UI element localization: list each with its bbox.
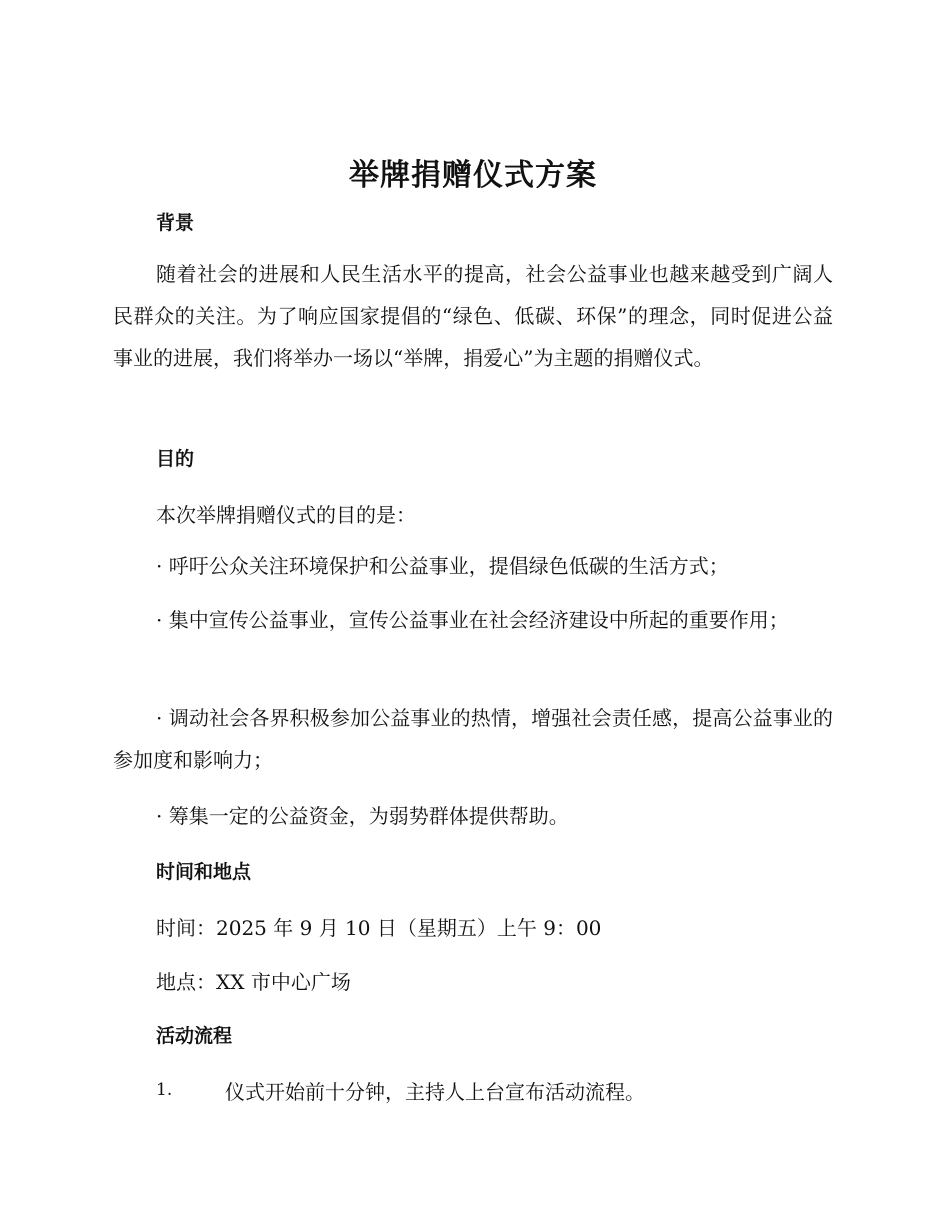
section-heading-time-place: 时间和地点: [156, 861, 252, 883]
purpose-bullet: · 呼吁公众关注环境保护和公益事业，提倡绿色低碳的生活方式；: [156, 554, 729, 578]
purpose-bullet: · 集中宣传公益事业，宣传公益事业在社会经济建设中所起的重要作用；: [156, 608, 789, 632]
event-time: 时间：2025 年 9 月 10 日（星期五）上午 9：00: [156, 916, 602, 940]
process-step-text: 仪式开始前十分钟，主持人上台宣布活动流程。: [225, 1080, 645, 1104]
purpose-bullet: · 筹集一定的公益资金，为弱势群体提供帮助。: [156, 804, 569, 828]
purpose-intro: 本次举牌捐赠仪式的目的是：: [156, 503, 416, 527]
process-step-number: 1.: [156, 1080, 173, 1100]
section-heading-purpose: 目的: [156, 448, 195, 470]
purpose-bullet: · 调动社会各界积极参加公益事业的热情，增强社会责任感，提高公益事业的参加度和影响力；: [113, 706, 833, 772]
section-heading-process: 活动流程: [156, 1025, 233, 1047]
section-heading-background: 背景: [156, 212, 195, 234]
event-place: 地点：XX 市中心广场: [156, 970, 351, 994]
document-title: 举牌捐赠仪式方案: [349, 158, 597, 193]
background-paragraph: 随着社会的进展和人民生活水平的提高，社会公益事业也越来越受到广阔人民群众的关注。为了响应国家提倡的“绿色、低碳、环保”的理念，同时促进公益事业的进展，我们将举办一场以“举牌，捐爱心”为主题的捐赠仪式。: [113, 262, 833, 370]
